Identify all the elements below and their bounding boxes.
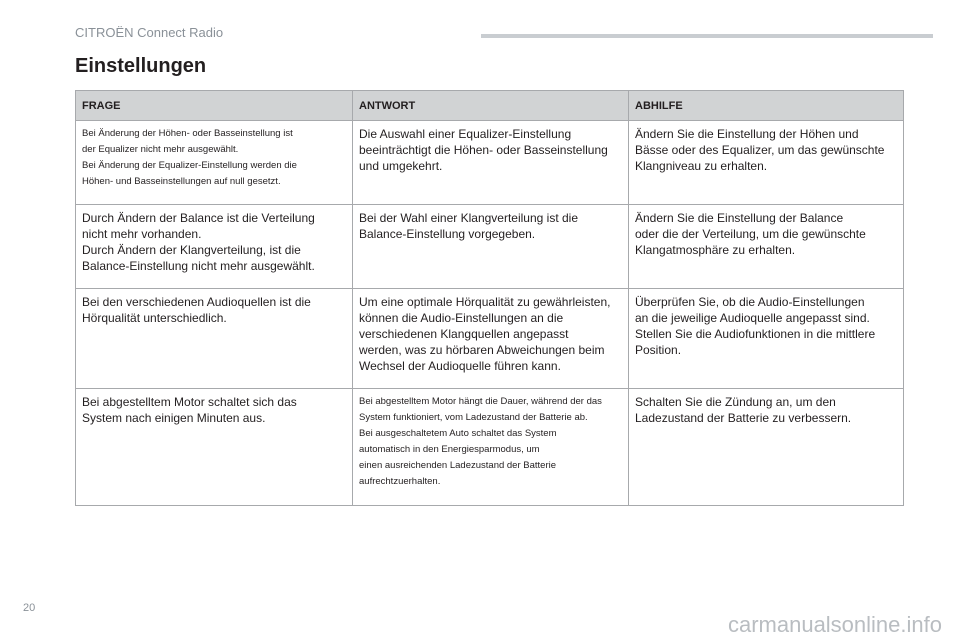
cell-text: Bei abgestelltem Motor hängt die Dauer, während der das System funktioniert, vom Ladezustand der Batterie ab. Bei ausgeschaltetem Auto schaltet das System automatisch in den Energiesparmodus, um einen ausreichenden Ladezustand der Batterie aufrechtzuerhalten.	[359, 396, 602, 487]
cell-text: Die Auswahl einer Equalizer-Einstellung beeinträchtigt die Höhen- oder Basseinstellung und umgekehrt.	[359, 127, 608, 173]
table-row	[76, 389, 904, 506]
cell-antwort	[353, 121, 629, 205]
cell-frage	[76, 205, 353, 289]
faq-table	[75, 90, 904, 506]
cell-text: Bei Änderung der Höhen- oder Basseinstellung ist der Equalizer nicht mehr ausgewählt. Bei Änderung der Equalizer-Einstellung werden die Höhen- und Basseinstellungen auf null gesetzt.	[82, 128, 297, 187]
cell-frage	[76, 121, 353, 205]
cell-text: Um eine optimale Hörqualität zu gewährleisten, können die Audio-Einstellungen an die verschiedenen Klangquellen angepasst werden, was zu hörbaren Abweichungen beim Wechsel der Audioquelle führen kann.	[359, 295, 611, 373]
cell-abhilfe	[629, 205, 904, 289]
cell-text: Bei den verschiedenen Audioquellen ist die Hörqualität unterschiedlich.	[82, 295, 311, 325]
header-divider	[481, 34, 933, 38]
column-header-abhilfe: ABHILFE	[629, 91, 904, 121]
cell-abhilfe	[629, 121, 904, 205]
cell-text: Überprüfen Sie, ob die Audio-Einstellungen an die jeweilige Audioquelle angepasst sind. Stellen Sie die Audiofunktionen in die mittlere Position.	[635, 295, 876, 357]
cell-frage	[76, 389, 353, 506]
cell-text: Schalten Sie die Zündung an, um den Ladezustand der Batterie zu verbessern.	[635, 395, 852, 425]
cell-abhilfe	[629, 389, 904, 506]
column-header-frage: FRAGE	[76, 91, 353, 121]
table-row	[76, 289, 904, 389]
header-brand: CITROËN Connect Radio	[75, 25, 224, 40]
cell-antwort	[353, 389, 629, 506]
table-header-row	[76, 91, 904, 121]
watermark: carmanualsonline.info	[727, 612, 942, 637]
cell-text: Ändern Sie die Einstellung der Höhen und Bässe oder des Equalizer, um das gewünschte Klangniveau zu erhalten.	[635, 127, 885, 173]
cell-frage	[76, 289, 353, 389]
cell-antwort	[353, 289, 629, 389]
cell-text: Bei abgestelltem Motor schaltet sich das System nach einigen Minuten aus.	[82, 395, 297, 425]
table-row	[76, 121, 904, 205]
cell-text: Durch Ändern der Balance ist die Verteilung nicht mehr vorhanden. Durch Ändern der Klangverteilung, ist die Balance-Einstellung nicht mehr ausgewählt.	[82, 211, 315, 273]
cell-text: Ändern Sie die Einstellung der Balance oder die der Verteilung, um die gewünschte Klangatmosphäre zu erhalten.	[635, 211, 866, 257]
page-number: 20	[23, 602, 36, 614]
page-title: Einstellungen	[75, 55, 207, 77]
column-header-antwort: ANTWORT	[353, 91, 629, 121]
cell-text: Bei der Wahl einer Klangverteilung ist die Balance-Einstellung vorgegeben.	[359, 211, 579, 241]
cell-antwort	[353, 205, 629, 289]
table-row	[76, 205, 904, 289]
cell-abhilfe	[629, 289, 904, 389]
